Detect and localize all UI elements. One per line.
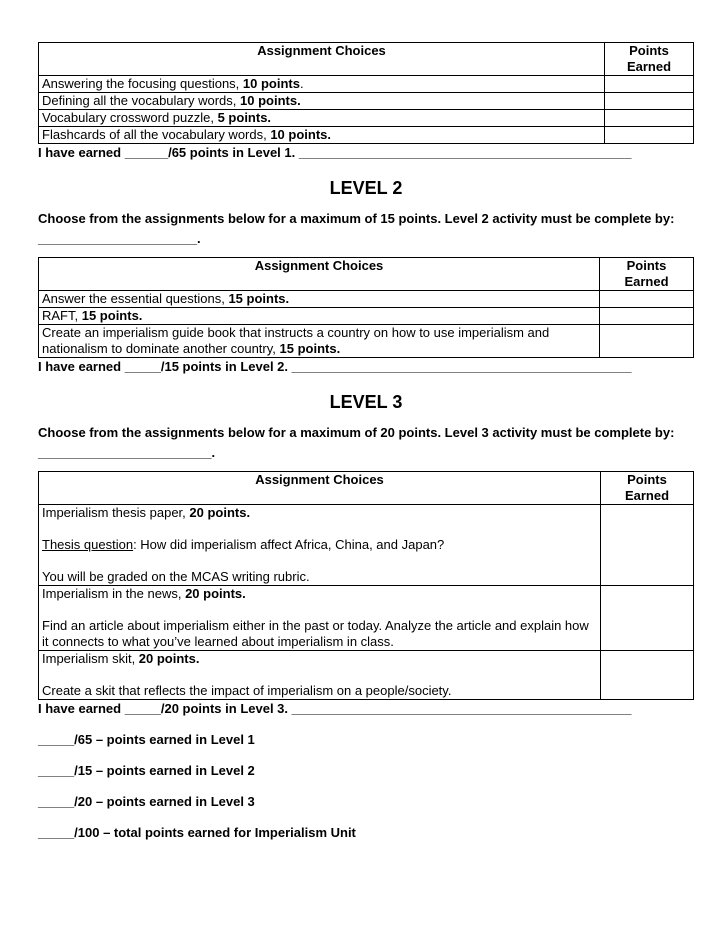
table-row: RAFT, 15 points. [39,308,694,325]
table-row: Imperialism skit, 20 points. Create a skit that reflects the impact of imperialism on a people/society. [39,651,694,700]
table-row: Defining all the vocabulary words, 10 points. [39,93,694,110]
level3-header-points: Points Earned [601,472,694,505]
points-summary [38,731,694,841]
level3-instructions: Choose from the assignments below for a maximum of 20 points. Level 3 activity must be complete by: ________________________. [38,425,675,460]
level2-title: LEVEL 2 [329,178,403,198]
points-cell[interactable] [605,127,694,144]
summary-line: _____/65 – points earned in Level 1 [38,732,255,747]
level2-header-choices: Assignment Choices [39,258,600,291]
worksheet [38,42,694,855]
table-row: Create an imperialism guide book that instructs a country on how to use imperialism and nationalism to dominate another country, 15 points. [39,325,694,358]
level2-instructions: Choose from the assignments below for a maximum of 15 points. Level 2 activity must be complete by: ______________________. [38,211,675,246]
level1-header-choices: Assignment Choices [39,43,605,76]
table-row: Answer the essential questions, 15 points. [39,291,694,308]
summary-line: _____/15 – points earned in Level 2 [38,763,255,778]
thesis-question-label: Thesis question [42,537,134,552]
level1-table [38,42,694,144]
level3-earned-line: I have earned _____/20 points in Level 3. _______________________________________________ [38,701,632,716]
points-cell[interactable] [601,586,694,651]
table-row: Imperialism in the news, 20 points. Find an article about imperialism either in the past or today. Analyze the article and explain how it connects to what you’ve learned about imperialism in class. [39,586,694,651]
level2-header-points: Points Earned [600,258,694,291]
level2-table [38,257,694,358]
level1-header-points: Points Earned [605,43,694,76]
points-cell[interactable] [605,93,694,110]
points-cell[interactable] [600,325,694,358]
level3-table [38,471,694,700]
table-row: Flashcards of all the vocabulary words, 10 points. [39,127,694,144]
summary-line: _____/20 – points earned in Level 3 [38,794,255,809]
level1-earned-line: I have earned ______/65 points in Level 1. ______________________________________________ [38,145,632,160]
level3-header-choices: Assignment Choices [39,472,601,505]
points-cell[interactable] [600,308,694,325]
points-cell[interactable] [600,291,694,308]
table-row: Imperialism thesis paper, 20 points. Thesis question: How did imperialism affect Africa, China, and Japan? You will be graded on the MCAS writing rubric. [39,505,694,586]
level3-title: LEVEL 3 [329,392,403,412]
level2-earned-line: I have earned _____/15 points in Level 2. _______________________________________________ [38,359,632,374]
summary-line: _____/100 – total points earned for Imperialism Unit [38,825,356,840]
table-row: Vocabulary crossword puzzle, 5 points. [39,110,694,127]
points-cell[interactable] [601,651,694,700]
points-cell[interactable] [605,76,694,93]
points-cell[interactable] [601,505,694,586]
table-row: Answering the focusing questions, 10 points. [39,76,694,93]
points-cell[interactable] [605,110,694,127]
